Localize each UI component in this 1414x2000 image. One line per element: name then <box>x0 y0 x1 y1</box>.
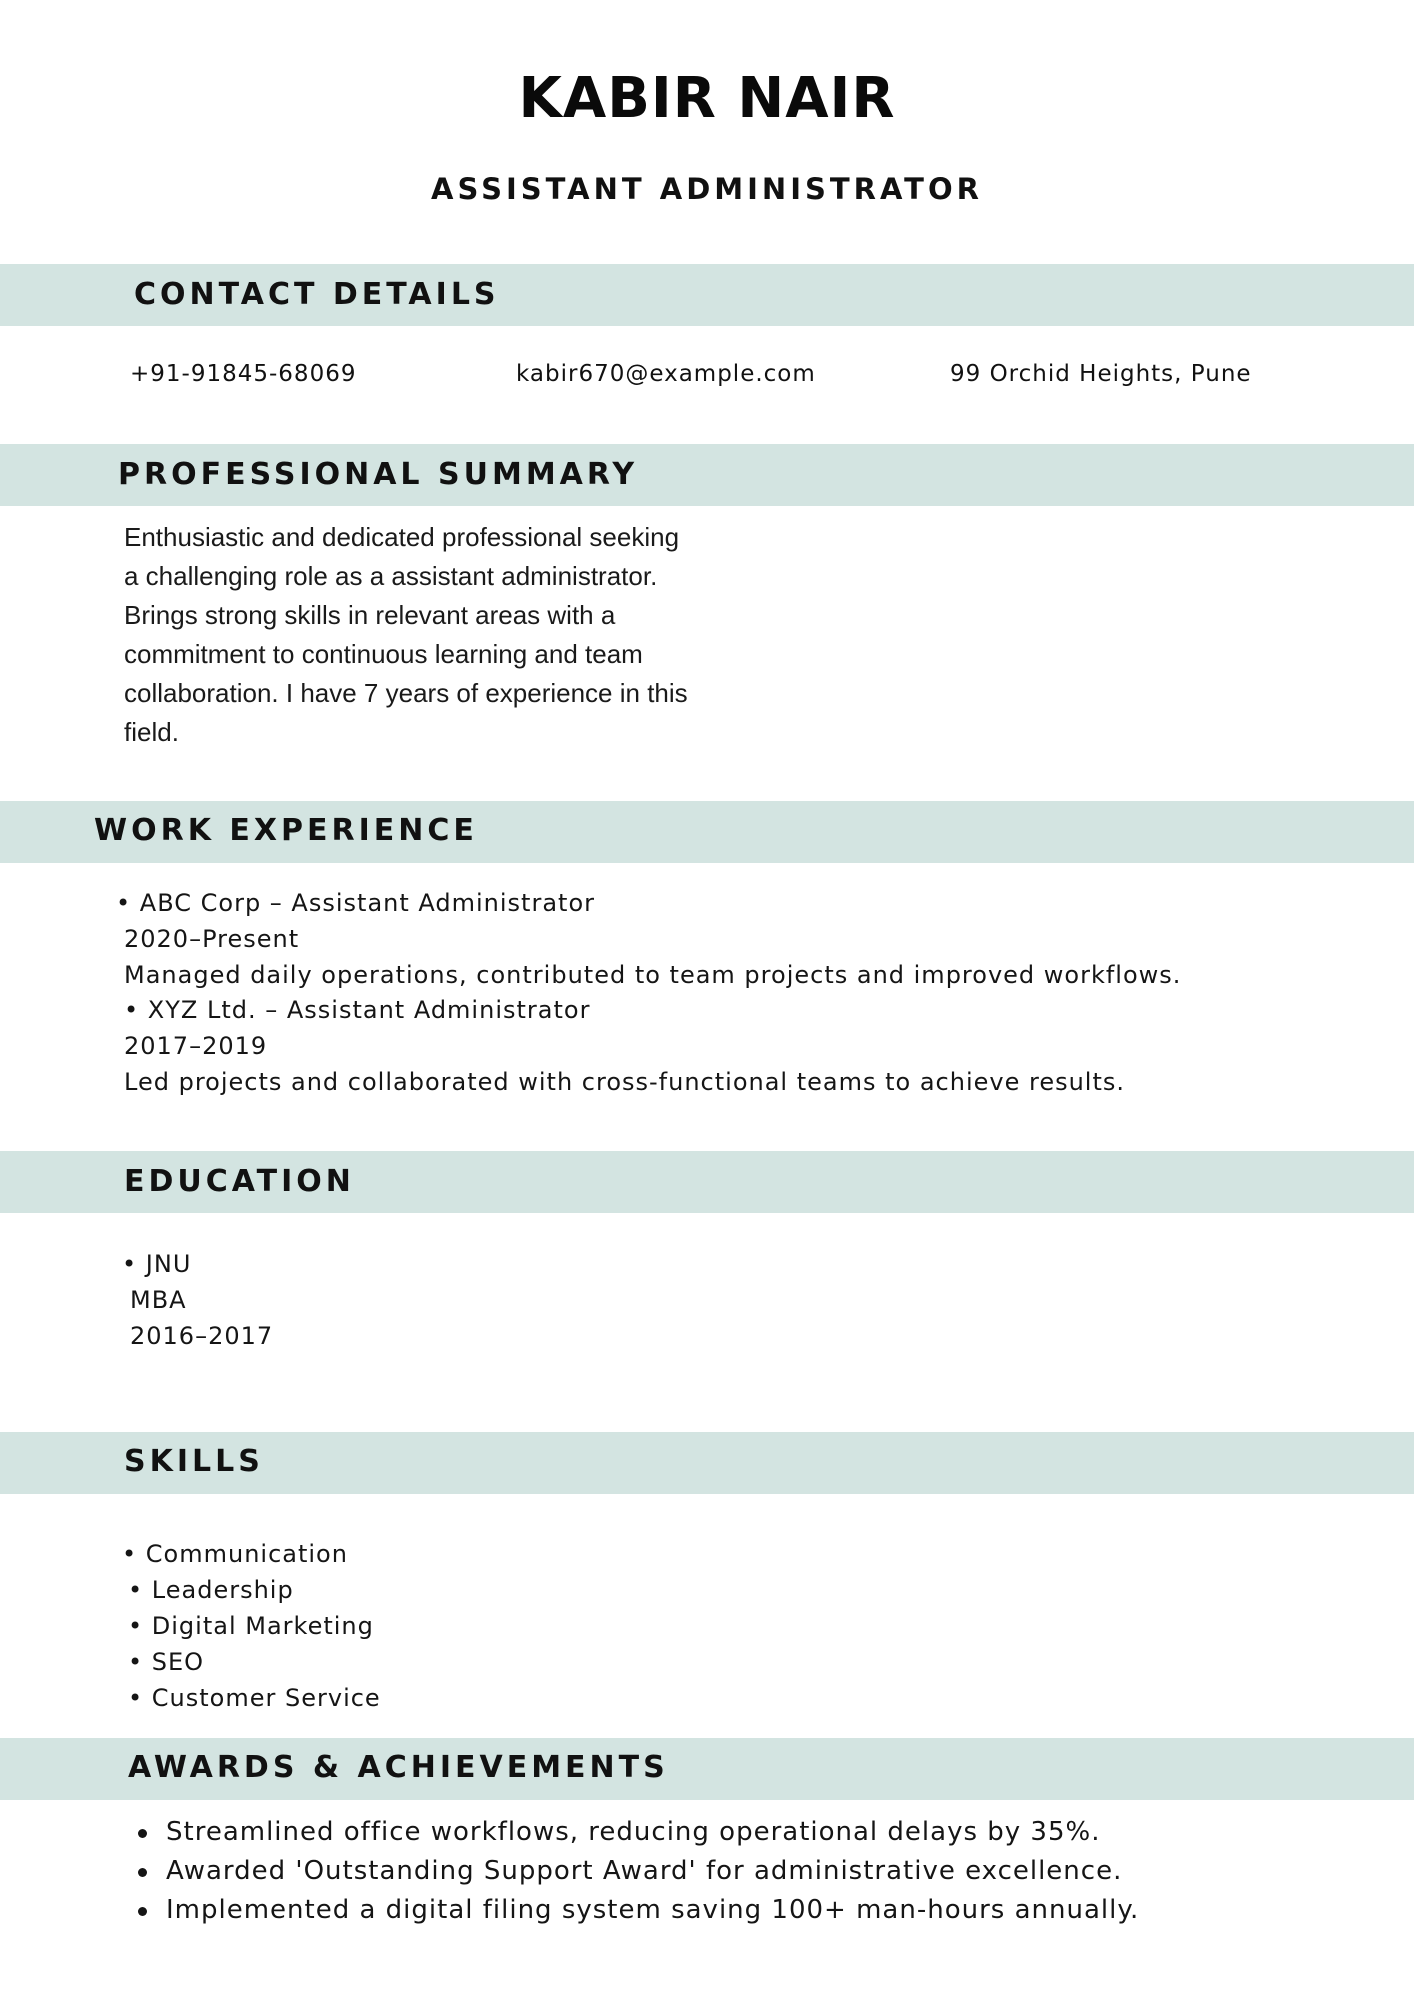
skill-item: • Digital Marketing <box>128 1612 374 1640</box>
experience-list <box>0 886 1181 1101</box>
award-text: Implemented a digital filing system saving 100+ man-hours annually. <box>166 1895 1140 1925</box>
job-title: ASSISTANT ADMINISTRATOR <box>431 172 983 206</box>
contact-address: 99 Orchid Heights, Pune <box>950 361 1252 387</box>
skill-item: • SEO <box>128 1648 205 1676</box>
experience-line: • XYZ Ltd. – Assistant Administrator <box>124 996 591 1025</box>
summary-line: field. <box>124 717 179 747</box>
education-heading: EDUCATION <box>124 1164 355 1199</box>
contact-phone: +91-91845-68069 <box>130 361 357 387</box>
summary-text <box>124 518 724 752</box>
skill-item: • Leadership <box>128 1576 294 1604</box>
experience-line: 2020–Present <box>124 924 300 953</box>
summary-line: Brings strong skills in relevant areas with a <box>124 600 616 630</box>
bullet-icon <box>138 1829 147 1838</box>
education-line: 2016–2017 <box>130 1322 274 1350</box>
bullet-icon <box>138 1907 147 1916</box>
awards-heading: AWARDS & ACHIEVEMENTS <box>128 1750 669 1785</box>
award-item <box>134 1891 1139 1930</box>
summary-line: collaboration. I have 7 years of experience in this <box>124 678 688 708</box>
skills-heading: SKILLS <box>124 1444 264 1479</box>
experience-heading: WORK EXPERIENCE <box>94 813 478 848</box>
candidate-name: KABIR NAIR <box>518 66 896 131</box>
contact-heading: CONTACT DETAILS <box>134 277 500 312</box>
education-line: • JNU <box>122 1250 192 1278</box>
skill-item: • Communication <box>122 1540 348 1568</box>
experience-line: Led projects and collaborated with cross-functional teams to achieve results. <box>124 1067 1126 1096</box>
award-text: Awarded 'Outstanding Support Award' for administrative excellence. <box>166 1856 1123 1886</box>
summary-line: a challenging role as a assistant administrator. <box>124 561 658 591</box>
summary-heading: PROFESSIONAL SUMMARY <box>118 457 639 492</box>
awards-list <box>134 1813 1139 1930</box>
experience-line: • ABC Corp – Assistant Administrator <box>116 889 596 917</box>
award-item <box>134 1813 1139 1852</box>
award-text: Streamlined office workflows, reducing operational delays by 35%. <box>166 1817 1101 1847</box>
bullet-icon <box>138 1868 147 1877</box>
education-line: MBA <box>130 1286 187 1314</box>
summary-line: Enthusiastic and dedicated professional seeking <box>124 522 680 552</box>
experience-line: 2017–2019 <box>124 1032 268 1061</box>
experience-line: Managed daily operations, contributed to team projects and improved workflows. <box>124 960 1182 989</box>
summary-line: commitment to continuous learning and team <box>124 639 643 669</box>
award-item <box>134 1852 1139 1891</box>
contact-email: kabir670@example.com <box>516 361 816 387</box>
skill-item: • Customer Service <box>128 1684 381 1712</box>
